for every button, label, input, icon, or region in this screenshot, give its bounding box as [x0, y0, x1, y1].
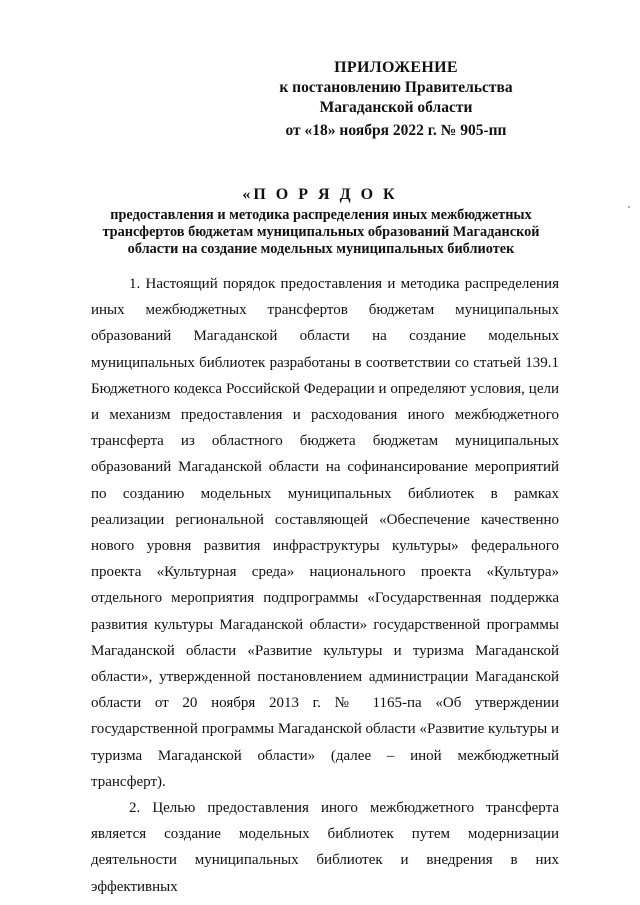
- appendix-line-2: Магаданской области: [319, 99, 473, 116]
- appendix-line-1: к постановлению Правительства: [279, 79, 513, 96]
- paragraph-1: 1. Настоящий порядок предоставления и методика распределения иных межбюджетных трансфертов бюджетам муниципальных образований Магаданской области на создание модельных муниципальных библиотек разработаны в соответствии со статьей 139.1 Бюджетного кодекса Российской Федерации и определяют условия, цели и механизм предоставления и расходования иного межбюджетного трансферта из областного бюджета бюджетам муниципальных образований Магаданской области на софинансирование мероприятий по созданию модельных муниципальных библиотек в рамках реализации региональной составляющей «Обеспечение качественно нового уровня развития инфраструктуры культуры» федерального проекта «Культурная среда» национального проекта «Культура» отдельного мероприятия подпрограммы «Государственная поддержка развития культуры Магаданской области» государственной программы Магаданской области «Развитие культуры и туризма Магаданской области», утвержденной постановлением администрации Магаданской области от 20 ноября 2013 г. № 1165-па «Об утверждении государственной программы Магаданской области «Развитие культуры и туризма Магаданской области» (далее – иной межбюджетный трансферт).: [91, 276, 559, 790]
- document-title: «П О Р Я Д О К: [242, 186, 398, 203]
- appendix-block: [246, 58, 546, 141]
- scan-speck: [628, 206, 630, 208]
- appendix-heading: ПРИЛОЖЕНИЕ: [334, 59, 458, 76]
- appendix-date-line: от «18» ноября 2022 г. № 905-пп: [285, 122, 507, 139]
- document-body: [91, 271, 559, 900]
- document-subtitle: предоставления и методика распределения иных межбюджетных трансфертов бюджетам муниципальных образований Магаданской области на создание модельных муниципальных библиотек: [102, 207, 540, 257]
- paragraph-2: 2. Целью предоставления иного межбюджетного трансферта является создание модельных библиотек путем модернизации деятельности муниципальных библиотек и внедрения в них эффективных: [91, 800, 559, 895]
